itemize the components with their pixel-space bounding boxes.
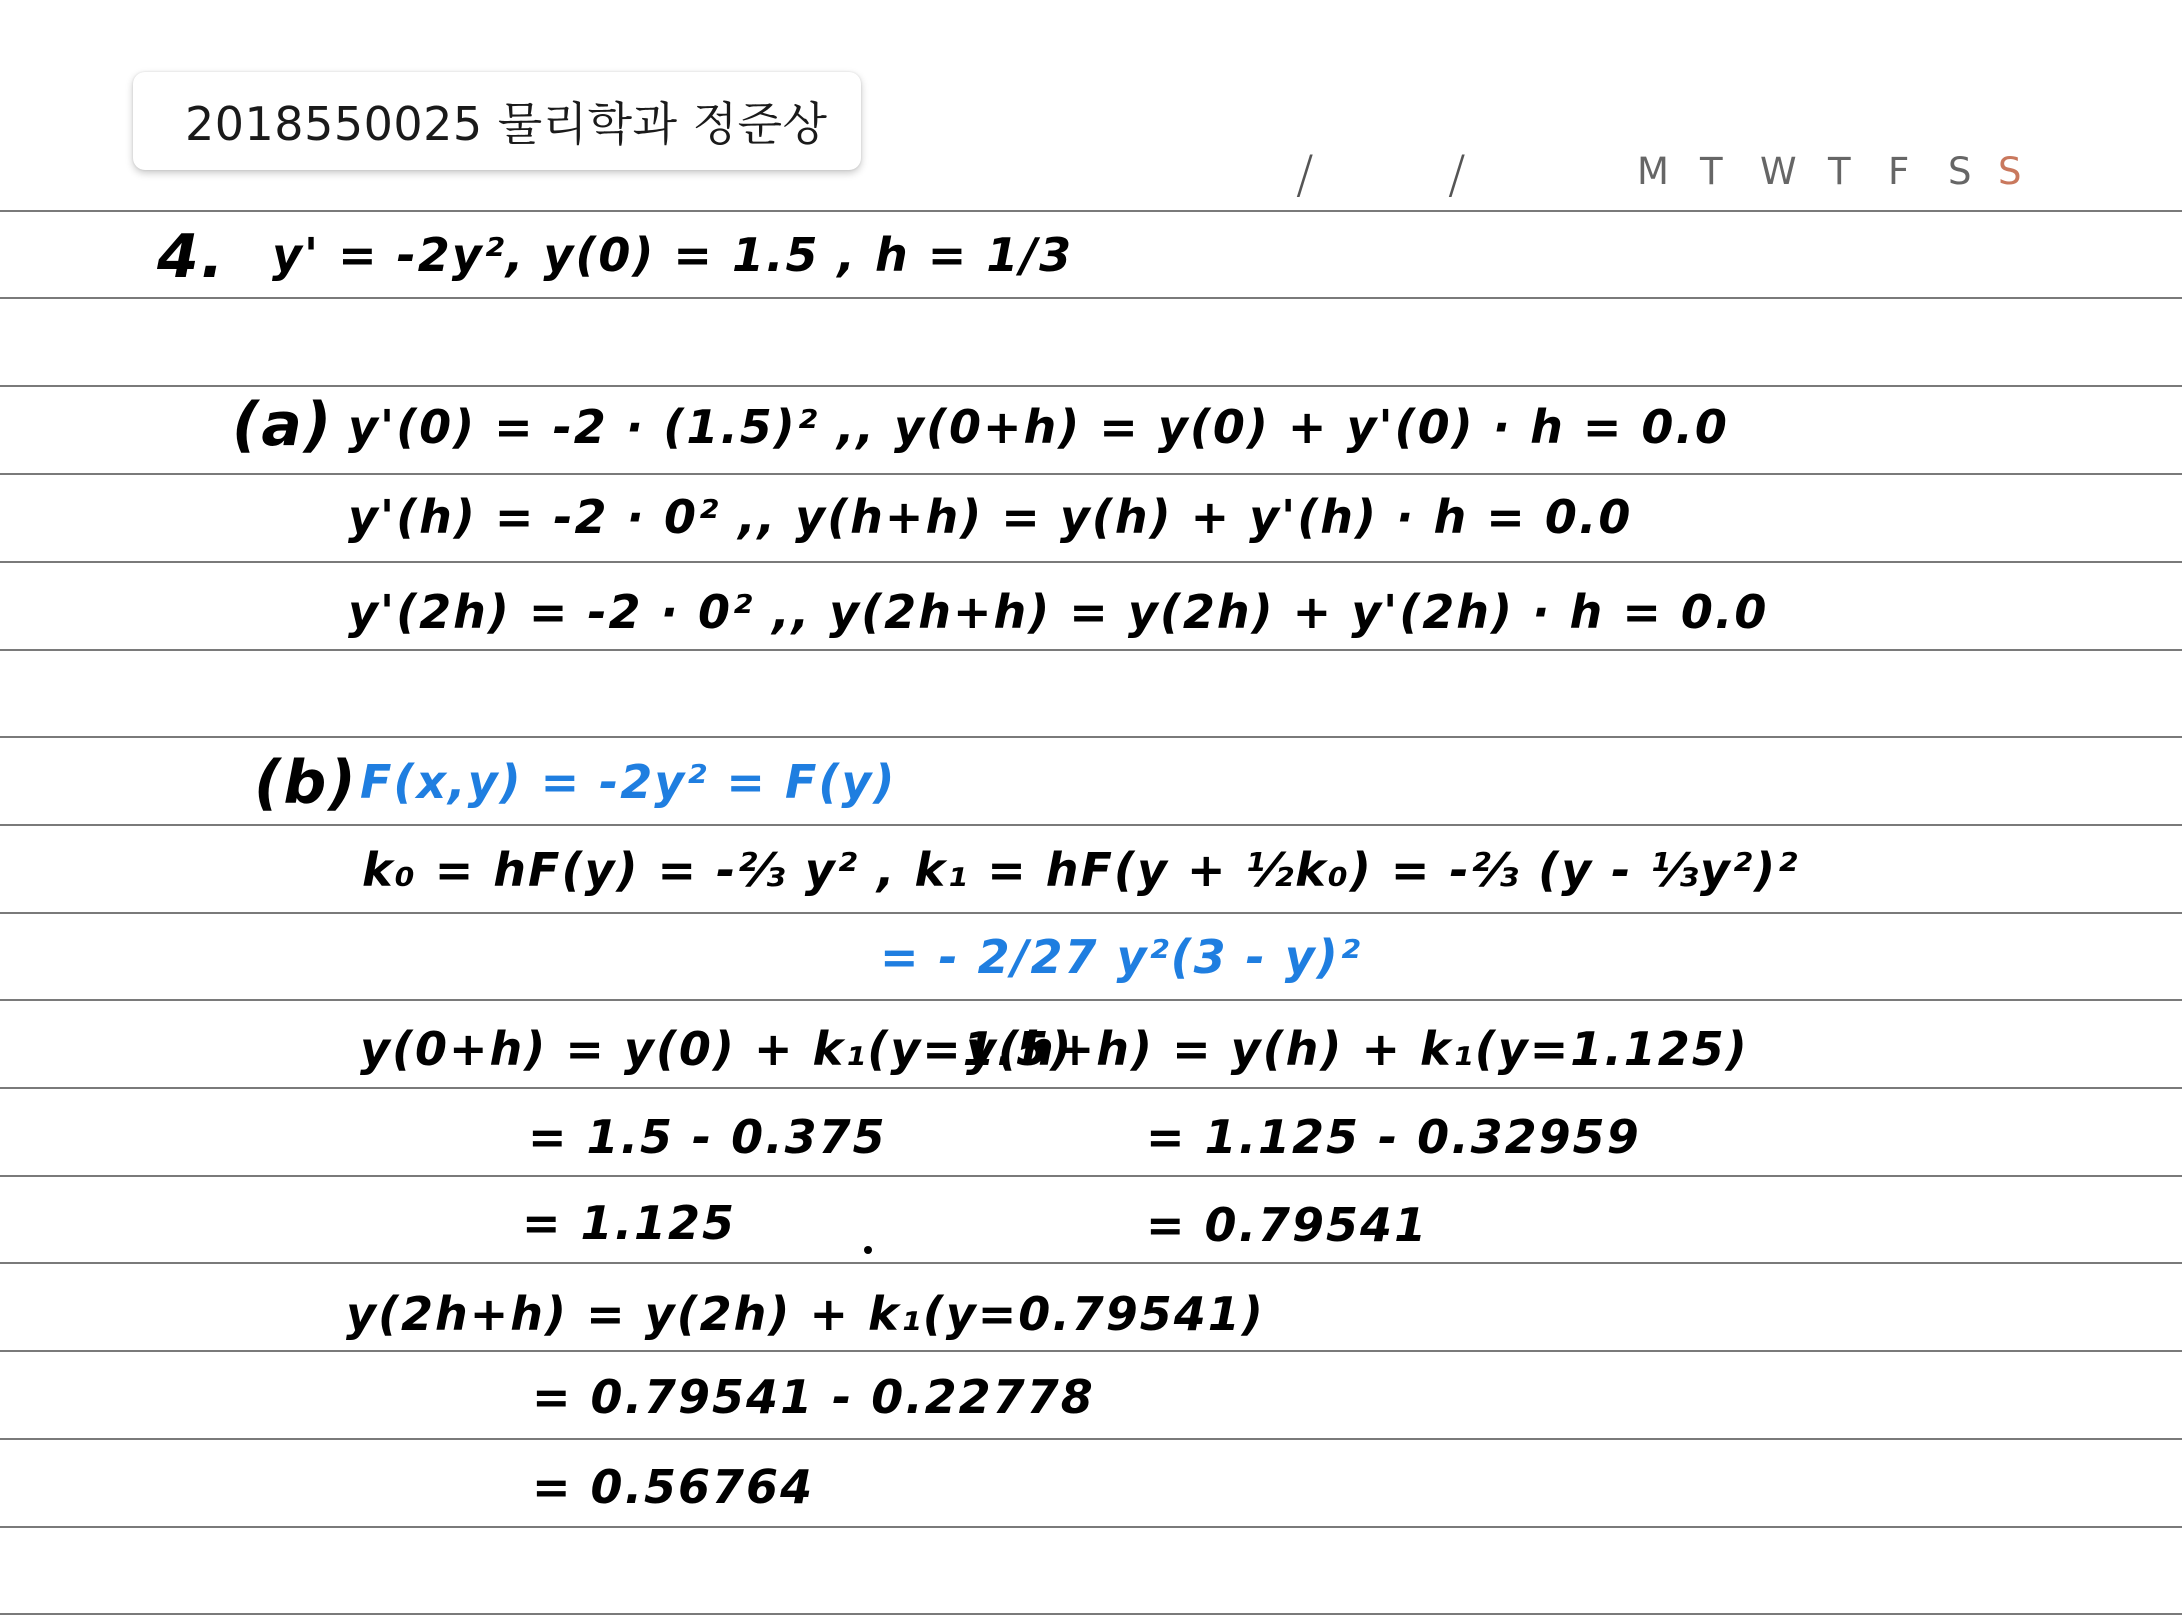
rule-line: [0, 385, 2182, 387]
step1-substitution: = 1.5 - 0.375: [528, 1110, 887, 1164]
problem-statement: y' = -2y², y(0) = 1.5 , h = 1/3: [272, 228, 1074, 282]
step3-substitution: = 0.79541 - 0.22778: [532, 1370, 1095, 1424]
stray-dot: [864, 1246, 872, 1254]
part-a-label: (a): [232, 390, 334, 460]
part-b-label: (b): [254, 748, 358, 818]
step3-equation: y(2h+h) = y(2h) + k₁(y=0.79541): [346, 1287, 1265, 1341]
weekday-sat[interactable]: S: [1948, 150, 1972, 193]
weekday-thu[interactable]: T: [1828, 150, 1851, 193]
part-a-line-1: y'(0) = -2 · (1.5)² ,, y(0+h) = y(0) + y'(0) · h = 0.0: [348, 400, 1729, 454]
date-separator-1: /: [1296, 145, 1314, 205]
weekday-fri[interactable]: F: [1888, 150, 1910, 193]
rule-line: [0, 1087, 2182, 1089]
rule-line: [0, 1526, 2182, 1528]
step2-substitution: = 1.125 - 0.32959: [1146, 1110, 1641, 1164]
rule-line: [0, 297, 2182, 299]
weekday-tue[interactable]: T: [1700, 150, 1723, 193]
weekday-row: [1630, 150, 2030, 194]
rule-line: [0, 999, 2182, 1001]
rule-line: [0, 736, 2182, 738]
page-title: 2018550025 물리학과 정준상: [185, 97, 828, 151]
rule-line: [0, 1350, 2182, 1352]
rule-line: [0, 1175, 2182, 1177]
rule-line: [0, 210, 2182, 212]
rule-line: [0, 824, 2182, 826]
weekday-sun[interactable]: S: [1998, 150, 2022, 193]
title-card: [133, 72, 861, 170]
rule-line: [0, 1262, 2182, 1264]
k-simplified: = - 2/27 y²(3 - y)²: [880, 930, 1362, 984]
step1-result: = 1.125: [522, 1196, 737, 1250]
step3-result: = 0.56764: [532, 1460, 815, 1514]
part-a-line-2: y'(h) = -2 · 0² ,, y(h+h) = y(h) + y'(h) · h = 0.0: [348, 490, 1633, 544]
k-definition: k₀ = hF(y) = -⅔ y² , k₁ = hF(y + ½k₀) = -⅔ (y - ⅓y²)²: [362, 843, 1800, 897]
problem-number: 4.: [157, 222, 226, 292]
rule-line: [0, 1438, 2182, 1440]
step2-result: = 0.79541: [1146, 1198, 1429, 1252]
step2-equation: y(h+h) = y(h) + k₁(y=1.125): [966, 1022, 1749, 1076]
part-a-line-3: y'(2h) = -2 · 0² ,, y(2h+h) = y(2h) + y'(2h) · h = 0.0: [348, 585, 1769, 639]
rule-line: [0, 912, 2182, 914]
rule-line: [0, 473, 2182, 475]
weekday-wed[interactable]: W: [1760, 150, 1797, 193]
f-definition: F(x,y) = -2y² = F(y): [360, 755, 897, 809]
weekday-mon[interactable]: M: [1637, 150, 1669, 193]
step1-equation: y(0+h) = y(0) + k₁(y=1.5): [360, 1022, 1074, 1076]
rule-line: [0, 561, 2182, 563]
date-separator-2: /: [1448, 145, 1466, 205]
rule-line: [0, 649, 2182, 651]
